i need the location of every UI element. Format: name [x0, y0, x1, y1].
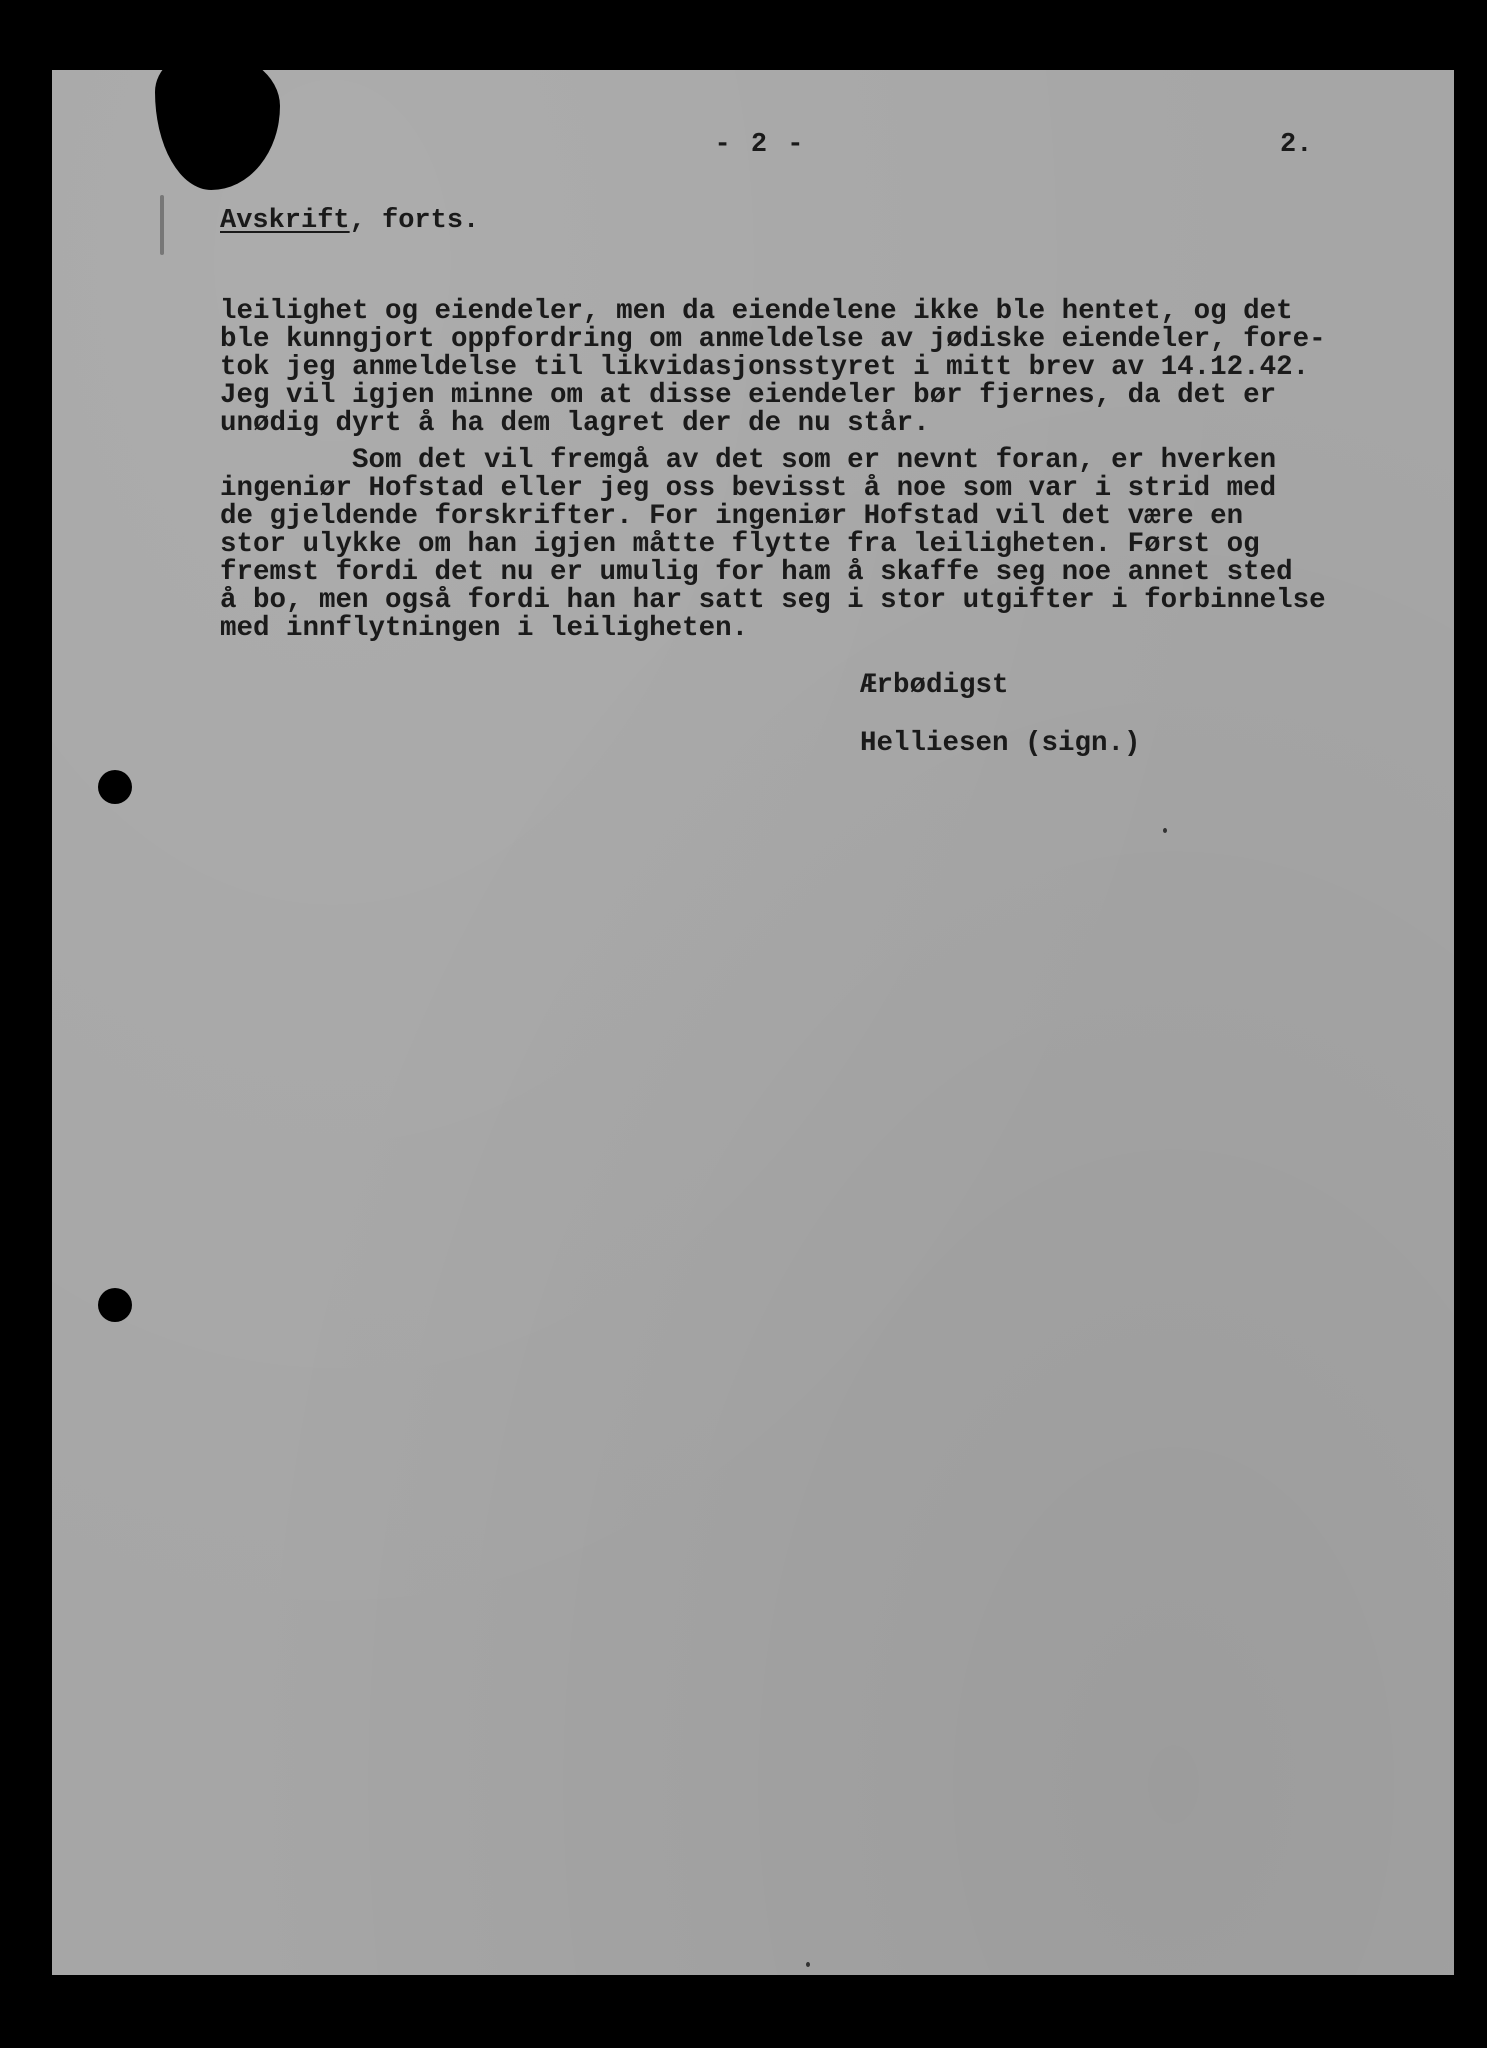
paragraph-1-line: tok jeg anmeldelse til likvidasjonsstyret i mitt brev av 14.12.42.	[220, 352, 1310, 383]
paragraph-2-line: med innflytningen i leiligheten.	[220, 613, 749, 644]
margin-mark	[160, 195, 164, 255]
signature: Helliesen (sign.)	[860, 728, 1141, 759]
paragraph-2-line: de gjeldende forskrifter. For ingeniør Hofstad vil det være en	[220, 501, 1244, 532]
paragraph-1-line: unødig dyrt å ha dem lagret der de nu står.	[220, 408, 930, 439]
heading-underlined: Avskrift	[220, 206, 350, 236]
paper-speck	[1163, 828, 1167, 833]
paragraph-2-line: fremst fordi det nu er umulig for ham å skaffe seg noe annet sted	[220, 557, 1293, 588]
paragraph-2-line: stor ulykke om han igjen måtte flytte fra leiligheten. Først og	[220, 529, 1260, 560]
paragraph-1-line: ble kunngjort oppfordring om anmeldelse av jødiske eiendeler, fore-	[220, 324, 1326, 355]
paper-speck	[806, 1962, 810, 1967]
paragraph-1-line: Jeg vil igjen minne om at disse eiendeler bør fjernes, da det er	[220, 380, 1277, 411]
page-index: 2.	[1280, 130, 1313, 160]
paragraph-2-line: å bo, men også fordi han har satt seg i stor utgifter i forbinnelse	[220, 585, 1326, 616]
paragraph-2-line: Som det vil fremgå av det som er nevnt foran, er hverken	[220, 445, 1277, 476]
punch-hole-upper	[98, 770, 132, 804]
paragraph-2-line: ingeniør Hofstad eller jeg oss bevisst å noe som var i strid med	[220, 473, 1277, 504]
letter-body	[220, 298, 1360, 643]
closing-salutation: Ærbødigst	[860, 670, 1009, 701]
paragraph-1-line: leilighet og eiendeler, men da eiendelene ikke ble hentet, og det	[220, 296, 1293, 327]
heading-rest: , forts.	[349, 206, 480, 236]
page-marker: - 2 -	[714, 130, 806, 160]
document-heading	[220, 206, 479, 236]
punch-hole-lower	[98, 1288, 132, 1322]
torn-corner-mark-top	[170, 30, 250, 120]
